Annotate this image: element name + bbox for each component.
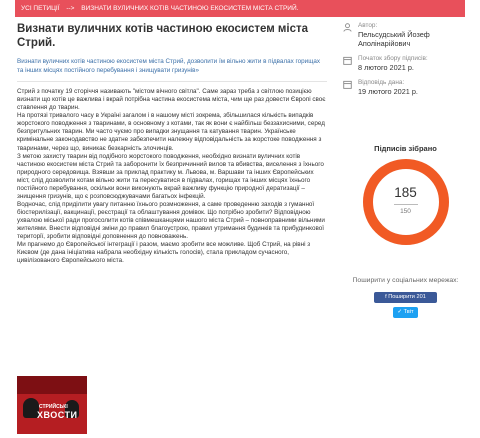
start-date-label: Початок збору підписів: [358, 55, 428, 62]
twitter-tweet-button[interactable]: ✓ Твіт [393, 307, 418, 318]
signatures-goal: 150 [400, 208, 411, 215]
breadcrumb-home-link[interactable]: УСІ ПЕТИЦІЇ [21, 5, 60, 12]
calendar-icon [343, 80, 352, 89]
answer-date-info [343, 79, 468, 96]
author-value: Пельсудський Йозеф Аполінарійович [358, 30, 430, 48]
calendar-icon [343, 56, 352, 65]
user-icon [343, 23, 352, 32]
petition-paragraph: Ми прагнемо до Європейської інтеграції і разом, маємо зробити все можливе. Щоб Стрий, на рівні з Києвом (де дана ініціатива набрала необхідну кількість голосів), стала прикладом сучасного, цивілізованого Європейського міста. [17, 241, 311, 265]
breadcrumb-separator: --> [66, 5, 75, 12]
answer-date-label: Відповідь дана: [358, 79, 405, 86]
signatures-progress-ring [368, 164, 444, 240]
signatures-progress-circle [361, 157, 451, 247]
author-info [343, 22, 468, 48]
petition-lead: Визнати вуличних котів частиною екосистем міста Стрий, дозволити їм вільно жити в підвалах горищах та інших місцях постійного перебування і знищувати гризунів» [17, 56, 327, 82]
author-label: Автор: [358, 22, 378, 29]
start-date-info [343, 55, 468, 72]
breadcrumb-current: ВИЗНАТИ ВУЛИЧНИХ КОТІВ ЧАСТИНОЮ ЕКОСИСТЕМ МІСТА СТРИЙ. [81, 5, 299, 12]
petition-paragraph: З метою захисту тварин від подібного жорстокого поводження, необхідно визнати вуличних котів частиною екосистем міста Стрий та заборонити їх безпричинний вилов та вбивства, виселення з їхнього природного середовища. Взявши за приклад практику м. Львова, м. Варшави та інших Європейських міст, слід дозволити котам вільно жити та пересуватися в підвалах, горищах та інших місцях їхнього постійного перебування, оскільки вони виконують вкрай важливу функцію природної дератизації – знищення гризунів, що є розповсюджувачами багатьох інфекцій. [17, 152, 324, 200]
poster-text-line1: СТРИЙСЬКІ [39, 404, 68, 410]
petition-title: Визнати вуличних котів частиною екосистем міста Стрий. [17, 23, 309, 49]
petition-content [17, 22, 327, 265]
signatures-count: 185 [394, 185, 417, 200]
start-date-value: 8 лютого 2021 р. [358, 63, 414, 72]
petition-paragraph: Стрий з початку 19 сторіччя називають "містом вічного світла". Саме зараз треба з світлою позицією визнати що котів це важлива і вкрай потрібна частина екосистема міста, чим ще раз довести Європі своє ставлення до тварин. [17, 88, 326, 112]
signatures-title: Підписів зібрано [374, 144, 437, 153]
petition-poster-image [17, 376, 87, 434]
share-title: Поширити у соціальних мережах: [352, 277, 459, 284]
petition-body [17, 88, 327, 265]
answer-date-value: 19 лютого 2021 р. [358, 87, 418, 96]
breadcrumb [15, 0, 465, 17]
facebook-share-button[interactable]: f Поширити 201 [374, 292, 437, 303]
petition-paragraph: На протязі тривалого часу в Україні загалом і в нашому місті зокрема, збільшилася кількість випадків жорстокого поводження з тваринами, в основному з котами, так як вони є найбільш беззахисними, серед безпритульних тварин. Ми часто чуємо про випадки знущання та катування тварин. Українське кримінальне законодавство не здатне забезпечити належну відповідальність за жорстоке поводження з тваринами, через що, виникає безкарність злочинців. [17, 112, 325, 152]
poster-text-line2: ХВОСТИ [37, 410, 78, 420]
petition-paragraph: Водночас, слід приділити увагу питанню їхнього розмноження, а саме проведенню заходів з гуманної біостерилізації, вакцинації, реєстрації та облаштування домівок. Що потрібно зробити? Відповідною ухвалою міської ради прогосолити котів співмешканцями нашого міста Стрий – повноправними вільними жителями. Внести відповідні зміни до правил благоустрою, правил утримання будинків та прибудинкової території, зробити відповідні доповнення до повноважень. [17, 200, 325, 241]
petition-sidebar [343, 22, 468, 322]
